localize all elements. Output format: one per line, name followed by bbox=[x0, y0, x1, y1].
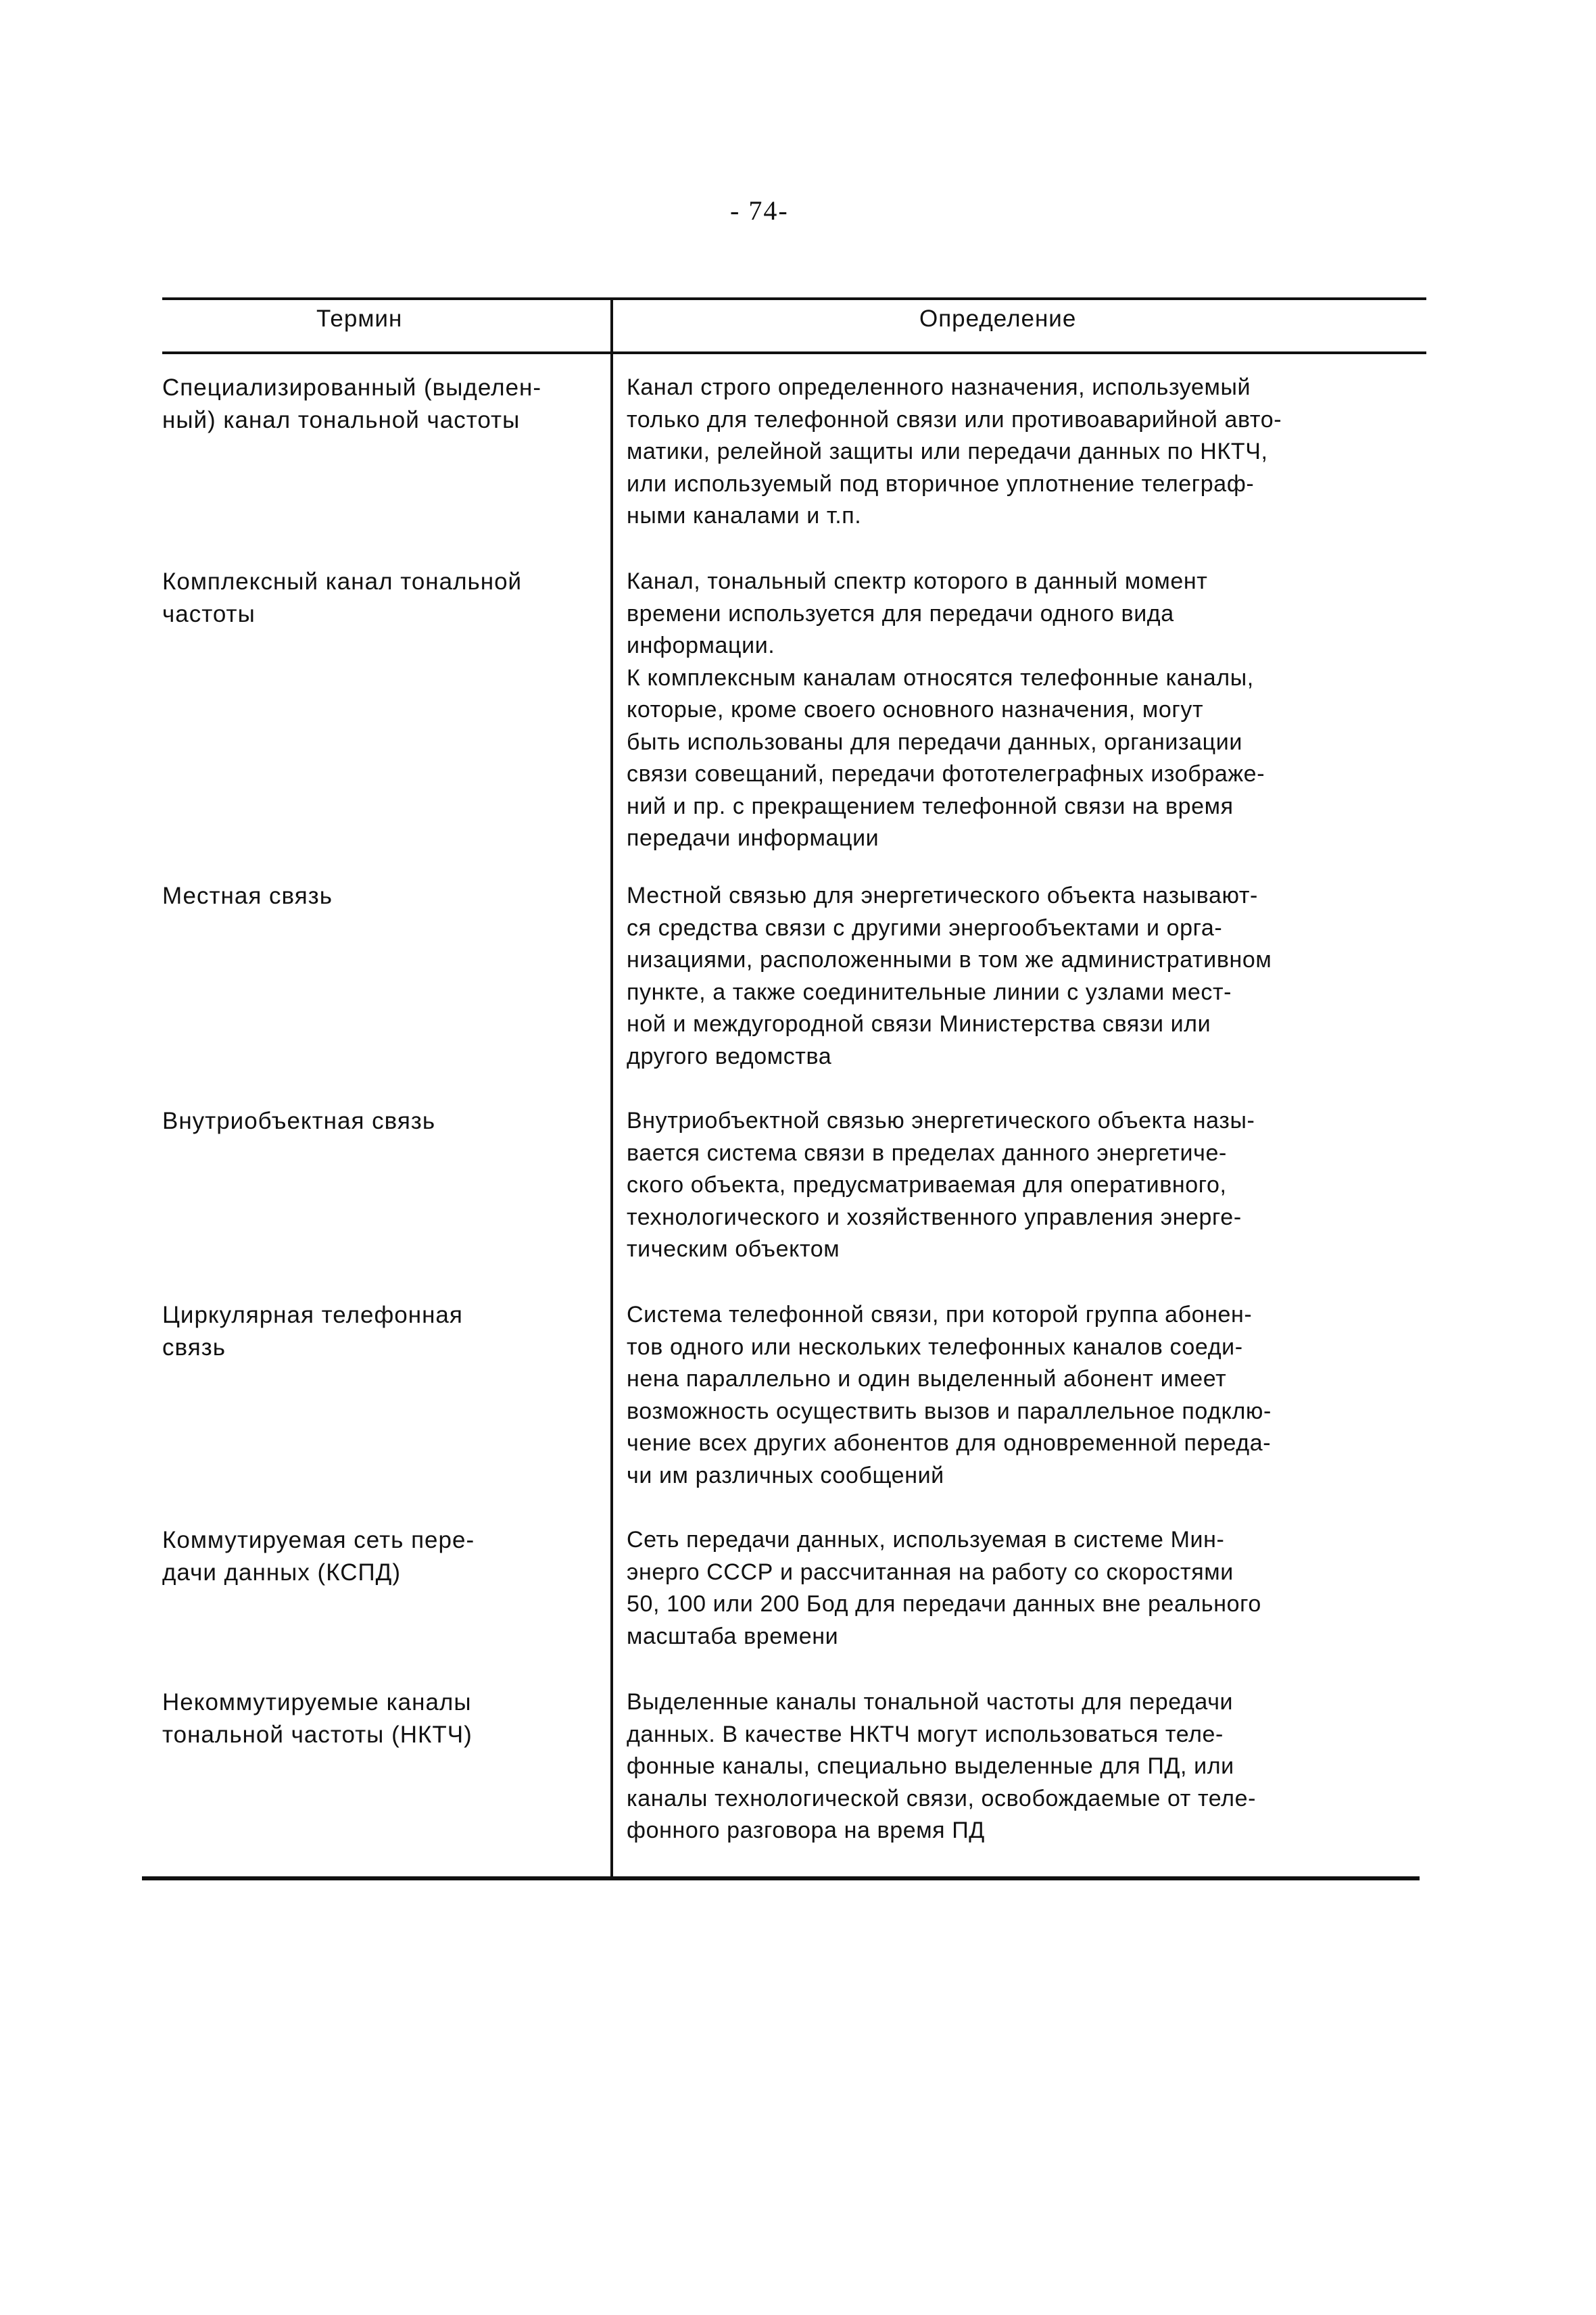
definition-line: Канал строго определенного назначения, используемый bbox=[627, 374, 1251, 400]
definition-line: чи им различных сообщений bbox=[627, 1462, 944, 1488]
definition-line: передачи информации bbox=[627, 825, 879, 851]
definition-line: каналы технологической связи, освобождаемые от теле- bbox=[627, 1785, 1257, 1811]
term-cell bbox=[162, 1524, 595, 1589]
term-line: тональной частоты (НКТЧ) bbox=[162, 1722, 473, 1748]
definition-line: информации. bbox=[627, 633, 775, 658]
term-line: дачи данных (КСПД) bbox=[162, 1559, 401, 1586]
term-line: частоты bbox=[162, 601, 256, 627]
term-line: Комплексный канал тональной bbox=[162, 568, 523, 595]
definition-line: Сеть передачи данных, используемая в системе Мин- bbox=[627, 1527, 1225, 1553]
definition-line: фонные каналы, специально выделенные для ПД, или bbox=[627, 1753, 1234, 1779]
definition-line: времени используется для передачи одного вида bbox=[627, 600, 1174, 627]
definition-cell bbox=[627, 566, 1424, 855]
definition-cell bbox=[627, 880, 1424, 1073]
table-top-rule bbox=[162, 297, 1426, 300]
definition-line: Внутриобъектной связью энергетического объекта назы- bbox=[627, 1108, 1255, 1134]
definition-cell bbox=[627, 1686, 1424, 1847]
term-line: связь bbox=[162, 1334, 226, 1361]
definition-line: Выделенные каналы тональной частоты для передачи bbox=[627, 1689, 1234, 1715]
table-column-divider bbox=[610, 297, 613, 1880]
term-line: Коммутируемая сеть пере- bbox=[162, 1527, 475, 1553]
definition-line: возможность осуществить вызов и параллельное подклю- bbox=[627, 1398, 1272, 1424]
term-line: Циркулярная телефонная bbox=[162, 1302, 463, 1328]
term-line: ный) канал тональной частоты bbox=[162, 407, 521, 433]
definition-line: ной и междугородной связи Министерства связи или bbox=[627, 1011, 1211, 1037]
definition-line: чение всех других абонентов для одновременной переда- bbox=[627, 1430, 1272, 1456]
definition-line: ний и пр. с прекращением телефонной связи на время bbox=[627, 793, 1234, 819]
definition-line: матики, релейной защиты или передачи данных по НКТЧ, bbox=[627, 439, 1268, 464]
definition-line: фонного разговора на время ПД bbox=[627, 1818, 985, 1843]
definition-line: другого ведомства bbox=[627, 1043, 832, 1069]
definition-line: которые, кроме своего основного назначения, могут bbox=[627, 697, 1204, 723]
definition-cell bbox=[627, 1524, 1424, 1653]
table-bottom-rule bbox=[142, 1876, 1420, 1880]
definition-line: технологического и хозяйственного управления энерге- bbox=[627, 1204, 1242, 1230]
term-cell bbox=[162, 880, 595, 912]
term-line: Специализированный (выделен- bbox=[162, 374, 542, 401]
term-line: Некоммутируемые каналы bbox=[162, 1689, 472, 1715]
header-term: Термин bbox=[316, 306, 403, 332]
definition-cell bbox=[627, 1299, 1424, 1492]
definition-line: Система телефонной связи, при которой группа абонен- bbox=[627, 1302, 1253, 1327]
definition-line: только для телефонной связи или противоаварийной авто- bbox=[627, 406, 1282, 433]
definition-line: пункте, а также соединительные линии с узлами мест- bbox=[627, 979, 1232, 1005]
term-cell bbox=[162, 372, 595, 437]
term-cell bbox=[162, 1105, 595, 1138]
definition-line: Местной связью для энергетического объекта называют- bbox=[627, 883, 1258, 908]
definition-line: ными каналами и т.п. bbox=[627, 503, 862, 529]
term-line: Внутриобъектная связь bbox=[162, 1108, 436, 1134]
definition-line: тов одного или нескольких телефонных каналов соеди- bbox=[627, 1334, 1243, 1360]
definition-line: 50, 100 или 200 Бод для передачи данных вне реального bbox=[627, 1591, 1261, 1617]
definition-line: К комплексным каналам относятся телефонные каналы, bbox=[627, 664, 1254, 691]
page-number: - 74- bbox=[730, 195, 789, 226]
definition-cell bbox=[627, 1105, 1424, 1266]
term-cell bbox=[162, 1686, 595, 1751]
definition-line: или используемый под вторичное уплотнение телеграф- bbox=[627, 470, 1255, 497]
term-cell bbox=[162, 566, 595, 631]
definition-line: вается система связи в пределах данного энергетиче- bbox=[627, 1140, 1227, 1166]
definition-line: низациями, расположенными в том же административном bbox=[627, 947, 1272, 973]
definition-line: быть использованы для передачи данных, организации bbox=[627, 729, 1242, 755]
definition-cell bbox=[627, 372, 1424, 533]
definition-line: Канал, тональный спектр которого в данный момент bbox=[627, 568, 1208, 594]
term-line: Местная связь bbox=[162, 883, 333, 909]
definition-line: ся средства связи с другими энергообъектами и орга- bbox=[627, 915, 1223, 941]
term-cell bbox=[162, 1299, 595, 1364]
definition-line: энерго СССР и рассчитанная на работу со скоростями bbox=[627, 1559, 1234, 1585]
table-header-rule bbox=[162, 351, 1426, 354]
header-definition: Определение bbox=[919, 306, 1077, 332]
definition-line: данных. В качестве НКТЧ могут использоваться теле- bbox=[627, 1721, 1224, 1747]
definition-line: масштаба времени bbox=[627, 1623, 839, 1649]
definition-line: тическим объектом bbox=[627, 1236, 840, 1262]
definition-line: ского объекта, предусматриваемая для оперативного, bbox=[627, 1172, 1227, 1198]
definition-line: нена параллельно и один выделенный абонент имеет bbox=[627, 1366, 1227, 1392]
definition-line: связи совещаний, передачи фототелеграфных изображе- bbox=[627, 761, 1265, 787]
